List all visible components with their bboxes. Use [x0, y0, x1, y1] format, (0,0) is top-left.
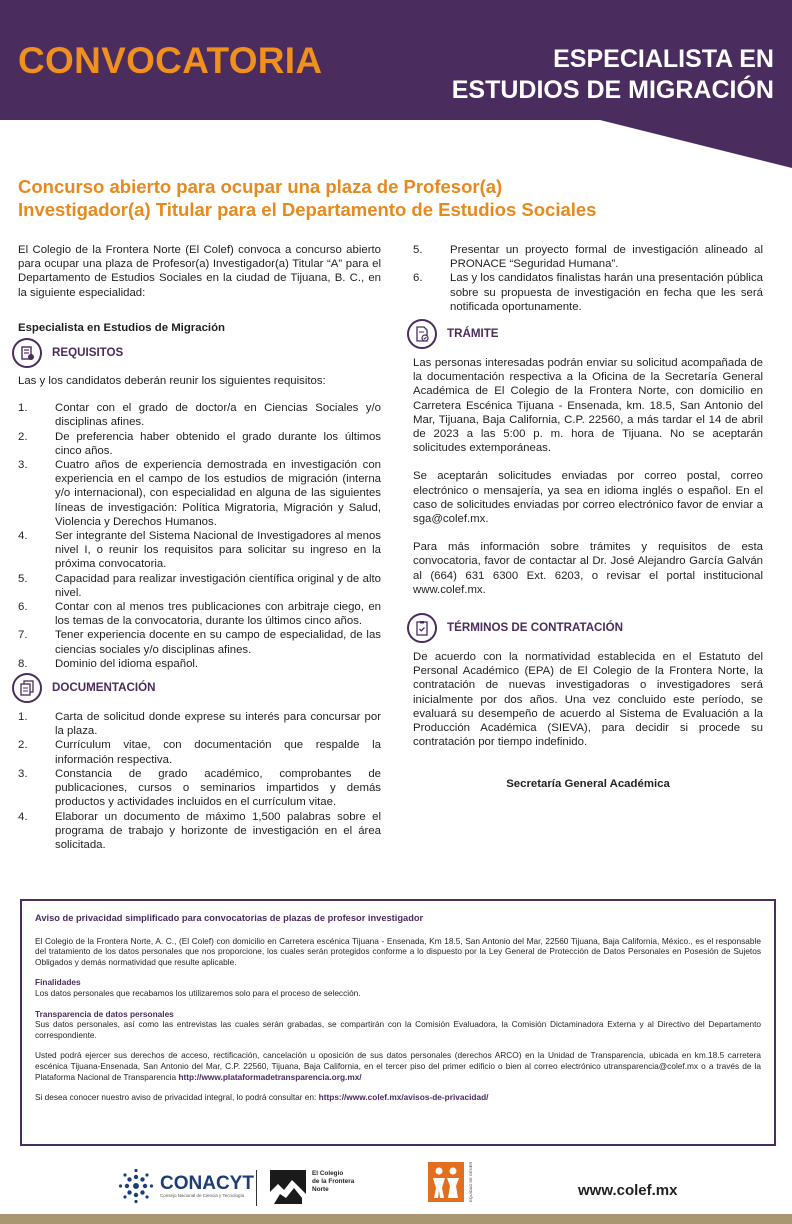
conacyt-name: CONACYT	[160, 1172, 254, 1194]
terminos-paragraph: De acuerdo con la normatividad establecida en el Estatuto del Personal Académico (EPA) de El Colegio de la Frontera Norte, la contratación de nuevas investigadoras o investigadores será inicialmente por dos años. Una vez concluido este período, se evaluará su desempeño de acuerdo al Sistema de Evaluación a la Producción Académica (SIEVA), para decidir si procede su contratación por tiempo indefinido.	[413, 651, 763, 749]
list-item: 2. Currículum vitae, con documentación que respalde la información respectiva.	[18, 739, 381, 766]
equidad-emblem-icon	[428, 1162, 482, 1206]
list-item: 4. Elaborar un documento de máximo 1,500 palabras sobre el programa de trabajo y horizonte de investigación en el área solicitada.	[18, 810, 381, 851]
document-check-icon	[407, 319, 437, 349]
position-title-line2: ESTUDIOS DE MIGRACIÓN	[451, 76, 774, 104]
header-banner	[0, 0, 792, 170]
finalidades-heading: Finalidades	[35, 977, 81, 988]
requisitos-lead: Las y los candidatos deberán reunir los siguientes requisitos:	[18, 375, 326, 388]
right-column	[413, 243, 763, 792]
equidad-genero-logo	[428, 1162, 482, 1211]
tramite-paragraph-1: Las personas interesadas podrán enviar su solicitud acompañada de la documentación respectiva a la Oficina de la Secretaría General Académica de El Colegio de la Frontera Norte, con domicilio en Carretera Escénica Tijuana - Ensenada, km. 18.5, San Antonio del Mar, Tijuana, Baja California, C.P. 22560, a más tardar el 14 de abril de 2023 a las 5:00 p. m. hora de Tijuana. No se aceptarán solicitudes extemporáneas.	[413, 357, 763, 455]
privacy-title: Aviso de privacidad simplificado para convocatorias de plazas de profesor investigador	[35, 913, 424, 923]
intro-paragraph: El Colegio de la Frontera Norte (El Colef) convoca a concurso abierto para ocupar una plaza de Profesor(a) Investigador(a) Titular “A” para el Departamento de Estudios Sociales en la ciudad de Tijuana, B. C., en la siguiente especialidad:	[18, 244, 381, 299]
list-item: 4. Ser integrante del Sistema Nacional de Investigadores al menos nivel I, o reunir los requisitos para solicitar su ingreso en la próxima convocatoria.	[18, 530, 381, 571]
logo-divider	[256, 1170, 257, 1206]
conacyt-tagline: Consejo Nacional de Ciencia y Tecnología	[160, 1192, 245, 1198]
colef-line2: de la Frontera	[312, 1178, 355, 1186]
list-item: 6. Contar con al menos tres publicaciones con arbitraje ciego, en los temas de la convocatoria, durante los últimos cinco años.	[18, 601, 381, 628]
website-url[interactable]: www.colef.mx	[578, 1182, 678, 1199]
footer	[0, 1160, 792, 1224]
checklist-icon	[12, 338, 42, 368]
convocatoria-title: CONVOCATORIA	[18, 40, 323, 81]
position-title	[452, 44, 774, 106]
conacyt-emblem-icon	[118, 1168, 154, 1204]
integral-paragraph: Si desea conocer nuestro aviso de privacidad integral, lo podrá consultar en: https://www.colef.mx/avisos-de-privacidad/	[35, 1092, 489, 1103]
transparencia-paragraph: Sus datos personales, así como las entrevistas las cuales serán grabadas, se compartirán con la Comisión Evaluadora, la Comisión Dictaminadora Externa y al Directivo del Departamento correspondiente.	[35, 1019, 761, 1040]
requisitos-header	[18, 338, 381, 368]
finalidades-paragraph: Los datos personales que recabamos los utilizaremos solo para el proceso de selección.	[35, 987, 361, 998]
list-item: 7. Tener experiencia docente en su campo de especialidad, de las ciencias sociales y/o disciplinas afines.	[18, 629, 381, 656]
terminos-header	[413, 613, 763, 643]
terminos-title: TÉRMINOS DE CONTRATACIÓN	[447, 620, 624, 634]
list-item: 5. Presentar un proyecto formal de investigación alineado al PRONACE “Seguridad Humana”.	[413, 244, 763, 271]
footer-bar	[0, 1214, 792, 1224]
equidad-label: EQUIDAD DE GÉNERO	[468, 1162, 473, 1202]
left-column	[18, 243, 381, 852]
tramite-paragraph-2: Se aceptarán solicitudes enviadas por correo postal, correo electrónico o mensajería, ya sea en idioma inglés o español. En el caso de solicitudes enviadas por correo electrónico favor de enviar a sga@colef.mx.	[413, 470, 763, 526]
transparencia-heading: Transparencia de datos personales	[35, 1008, 174, 1019]
requisitos-title: REQUISITOS	[52, 345, 124, 359]
privacy-paragraph: El Colegio de la Frontera Norte, A. C., (El Colef) con domicilio en Carretera escénica Tijuana - Ensenada, Km 18.5, San Antonio del Mar, 22560 Tijuana, Baja California, México., es el responsable del tratamiento de los datos personales que nos proporcione, los cuales serán protegidos conforme a lo dispuesto por la Ley General de Protección de Datos Personales en Posesión de Sujetos Obligados y demás normatividad que resulte aplicable.	[35, 935, 761, 967]
clipboard-icon	[407, 613, 437, 643]
tramite-header	[413, 319, 763, 349]
documentacion-list	[18, 710, 381, 852]
arco-paragraph: Usted podrá ejercer sus derechos de acceso, rectificación, cancelación u oposición de sus datos personales (derechos ARCO) en la Unidad de Transparencia, ubicada en km.18.5 carretera escénica Tijuana-Ensenada, San Antonio del Mar, C.P. 22560, Tijuana, Baja California, en el tercer piso del primer edificio o bien al correo electrónico utransparencia@colef.mx o a través de la Plataforma Nacional de Transparencia http://www.plataformadetransparencia.org.mx/	[35, 1050, 761, 1082]
list-item: 3. Cuatro años de experiencia demostrada en investigación con experiencia en el campo de los estudios de migración (interna y/o internacional), con especialidad en alguna de las siguientes líneas de investigación: Política Migratoria, Migración y Salud, Violencia y Derechos Humanos.	[18, 459, 381, 528]
signature: Secretaría General Académica	[506, 778, 670, 791]
privacy-notice-box	[20, 899, 776, 1146]
colef-emblem-icon	[270, 1170, 306, 1204]
documentacion-header	[18, 673, 381, 703]
subtitle-line2: Investigador(a) Titular para el Departamento de Estudios Sociales	[18, 199, 597, 220]
list-item: 8. Dominio del idioma español.	[18, 657, 199, 670]
tramite-title: TRÁMITE	[447, 326, 499, 340]
list-item: 2. De preferencia haber obtenido el grado durante los últimos cinco años.	[18, 430, 381, 457]
integral-privacy-link[interactable]: https://www.colef.mx/avisos-de-privacidad/	[318, 1092, 489, 1103]
conacyt-logo	[118, 1168, 254, 1204]
position-title-line1: ESPECIALISTA EN	[553, 45, 774, 73]
list-item: 5. Capacidad para realizar investigación científica original y de alto nivel.	[18, 572, 381, 599]
subtitle-line1: Concurso abierto para ocupar una plaza de Profesor(a)	[18, 176, 503, 197]
documentacion-title: DOCUMENTACIÓN	[52, 680, 156, 694]
list-item: 1. Carta de solicitud donde exprese su interés para concursar por la plaza.	[18, 711, 381, 738]
colef-logo	[270, 1170, 354, 1204]
list-item: 1. Contar con el grado de doctor/a en Ciencias Sociales y/o disciplinas afines.	[18, 402, 381, 429]
list-item: 6. Las y los candidatos finalistas harán una presentación pública sobre su propuesta de investigación en fecha que les será notificada oportunamente.	[413, 272, 763, 313]
pnt-link[interactable]: http://www.plataformadetransparencia.org.mx/	[178, 1071, 362, 1082]
documentacion-list-continued	[413, 243, 763, 314]
list-item: 3. Constancia de grado académico, comprobantes de publicaciones, cursos o seminarios impartidos y demás productos y actividades incluidos en el currículum vitae.	[18, 767, 381, 809]
tramite-paragraph-3: Para más información sobre trámites y requisitos de esta convocatoria, favor de contactar al Dr. José Alejandro García Galván al (664) 631 6300 Ext. 6203, o revisar el portal institucional www.colef.mx.	[413, 541, 763, 596]
requisitos-list	[18, 401, 381, 671]
colef-line1: El Colegio	[312, 1170, 344, 1177]
specialty-label: Especialista en Estudios de Migración	[18, 321, 225, 334]
documents-icon	[12, 673, 42, 703]
colef-line3: Norte	[312, 1186, 329, 1194]
contest-subtitle	[18, 175, 638, 221]
